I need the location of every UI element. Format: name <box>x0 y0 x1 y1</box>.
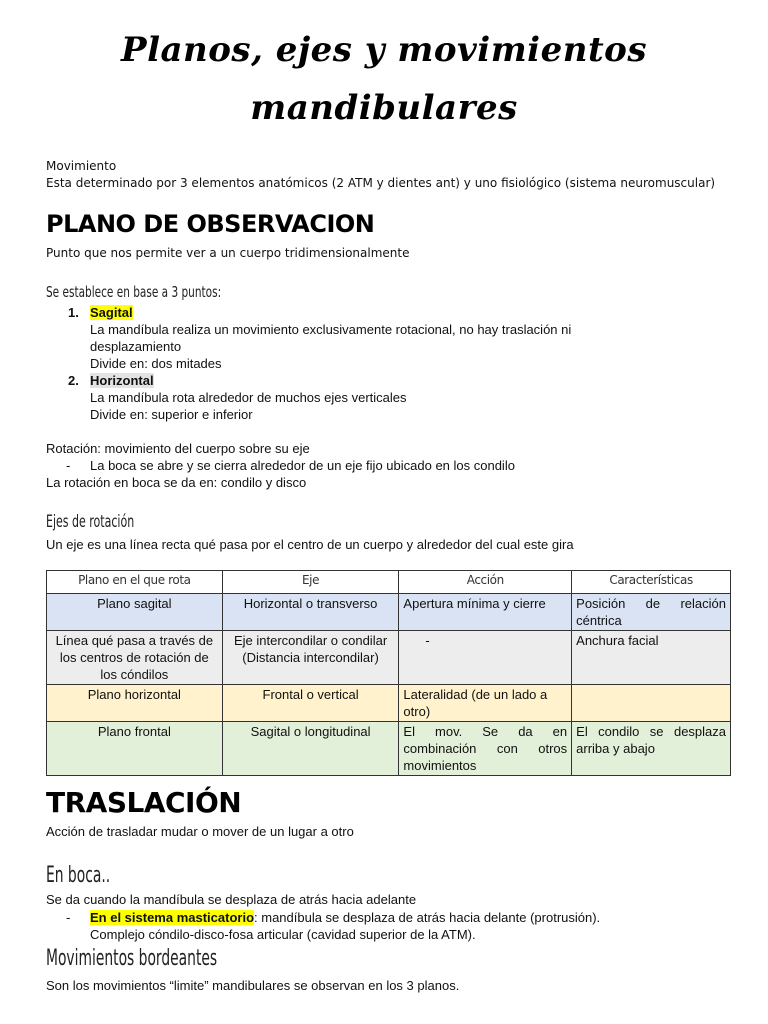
ejes-desc: Un eje es una línea recta qué pasa por el centro de un cuerpo y alrededor del cual este gira <box>46 537 574 552</box>
list-item-horizontal: Horizontal <box>90 373 154 388</box>
table-row <box>47 631 731 685</box>
rotacion-definition: Rotación: movimiento del cuerpo sobre su eje <box>46 441 310 456</box>
boca-bullet-highlight: En el sistema masticatorio <box>90 910 255 925</box>
table-header-accion: Acción <box>399 571 572 594</box>
bullet-dash: - <box>66 458 71 473</box>
list-number: 2. <box>68 373 79 388</box>
table-cell: Lateralidad (de un lado a otro) <box>399 685 572 722</box>
plano-heading: PLANO DE OBSERVACION <box>46 210 375 238</box>
table-cell: Sagital o longitudinal <box>222 722 399 776</box>
ejes-heading: Ejes de rotación <box>46 512 135 532</box>
list-item-text: Divide en: dos mitades <box>90 356 222 371</box>
boca-bullet-rest: : mandíbula se desplaza de atrás hacia delante (protrusión). <box>254 910 601 925</box>
plano-subheading: Se establece en base a 3 puntos: <box>46 283 222 301</box>
table-cell: Línea qué pasa a través de los centros de rotación de los cóndilos <box>47 631 223 685</box>
boca-bullet-line2: Complejo cóndilo-disco-fosa articular (cavidad superior de la ATM). <box>90 927 476 942</box>
traslacion-heading: TRASLACIÓN <box>46 786 242 819</box>
list-item-text: desplazamiento <box>90 339 182 354</box>
table-cell: Plano horizontal <box>47 685 223 722</box>
table-cell: Eje intercondilar o condilar (Distancia intercondilar) <box>222 631 399 685</box>
table-header-eje: Eje <box>222 571 399 594</box>
table-cell: Anchura facial <box>572 631 731 685</box>
table-row <box>47 685 731 722</box>
traslacion-desc: Acción de trasladar mudar o mover de un lugar a otro <box>46 824 354 839</box>
table-cell: El condilo se desplaza arriba y abajo <box>572 722 731 776</box>
rotacion-bullet: La boca se abre y se cierra alrededor de un eje fijo ubicado en los condilo <box>90 458 515 473</box>
table-cell: El mov. Se da en combinación con otros movimientos <box>399 722 572 776</box>
rotacion-where: La rotación en boca se da en: condilo y disco <box>46 475 307 490</box>
table-cell: Apertura mínima y cierre <box>399 594 572 631</box>
table-cell: Frontal o vertical <box>222 685 399 722</box>
bullet-dash: - <box>66 910 71 925</box>
table-cell: Posición de relación céntrica <box>572 594 731 631</box>
list-item-sagital: Sagital <box>90 305 133 320</box>
table-header-caracteristicas: Características <box>572 571 731 594</box>
table-cell <box>572 685 731 722</box>
table-row <box>47 722 731 776</box>
boca-desc: Se da cuando la mandíbula se desplaza de atrás hacia adelante <box>46 892 417 907</box>
boca-bullet <box>90 909 600 926</box>
bordeantes-heading: Movimientos bordeantes <box>46 946 218 971</box>
plano-desc: Punto que nos permite ver a un cuerpo tridimensionalmente <box>46 246 410 260</box>
table-cell: - <box>399 631 572 685</box>
list-item-text: La mandíbula rota alrededor de muchos ejes verticales <box>90 390 407 405</box>
intro-label: Movimiento <box>46 159 117 173</box>
table-header-row <box>47 571 731 594</box>
table-cell: Plano sagital <box>47 594 223 631</box>
table-cell: Horizontal o transverso <box>222 594 399 631</box>
list-item-text: Divide en: superior e inferior <box>90 407 253 422</box>
table-header-plano: Plano en el que rota <box>47 571 223 594</box>
table-cell: Plano frontal <box>47 722 223 776</box>
list-number: 1. <box>68 305 79 320</box>
table-row <box>47 594 731 631</box>
document-title-line1: Planos, ejes y movimientos <box>121 30 647 70</box>
intro-text: Esta determinado por 3 elementos anatómicos (2 ATM y dientes ant) y uno fisiológico (sistema neuromuscular) <box>46 176 716 190</box>
list-item-text: La mandíbula realiza un movimiento exclusivamente rotacional, no hay traslación ni <box>90 322 572 337</box>
document-title-line2: mandibulares <box>250 88 518 128</box>
bordeantes-desc: Son los movimientos “limite” mandibulares se observan en los 3 planos. <box>46 978 460 993</box>
ejes-table <box>46 570 731 776</box>
boca-heading: En boca.. <box>46 863 111 888</box>
